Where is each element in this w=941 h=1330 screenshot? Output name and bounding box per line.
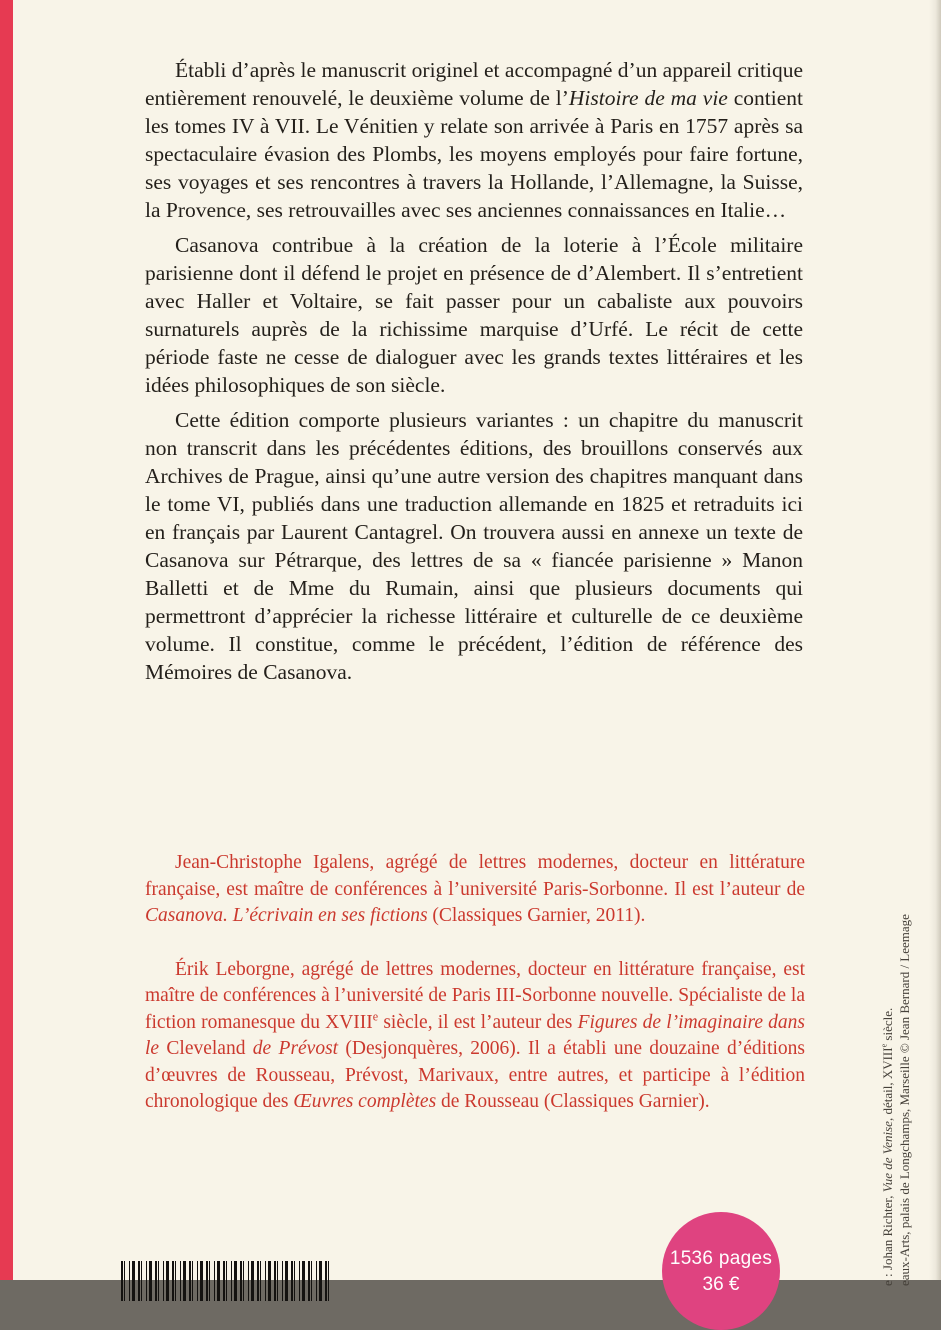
page-count-badge bbox=[662, 1212, 780, 1330]
text-run: Histoire de ma vie bbox=[568, 86, 728, 110]
spine-stripe bbox=[0, 0, 13, 1280]
text-run: Casanova. L’écrivain en ses fictions bbox=[145, 905, 428, 926]
paragraph bbox=[145, 231, 803, 399]
cover-image-credit bbox=[879, 666, 913, 1286]
badge-page-count: 1536 pages bbox=[669, 1248, 773, 1269]
text-run: (Desjonquères, 2006). Il a établi une douzaine d’éditions d’œuvres de Rousseau, Prévost, Marivaux, entre autres, et participe à l’édition chronologique des bbox=[145, 1038, 806, 1112]
text-run: Casanova contribue à la création de la loterie à l’École militaire parisienne dont il défend le projet en présence de d’Alembert. Il s’entretient avec Haller et Voltaire, se fait passer pour un cabaliste aux pouvoirs surnaturels auprès de la richissime marquise d’Urfé. Le récit de cette période faste ne cesse de dialoguer avec les grands textes littéraires et les idées philosophiques de son siècle. bbox=[145, 233, 803, 397]
text-run: (Classiques Garnier, 2011). bbox=[427, 905, 646, 926]
paragraph bbox=[145, 850, 805, 930]
page-edge-shadow bbox=[929, 0, 941, 1280]
paragraph bbox=[145, 957, 805, 1116]
text-run: siècle, il est l’auteur des bbox=[378, 1011, 578, 1033]
back-cover-blurb bbox=[145, 56, 803, 693]
paragraph bbox=[896, 666, 913, 1286]
barcode bbox=[121, 1261, 333, 1301]
text-run: Vue de Venise bbox=[880, 1121, 895, 1193]
paragraph bbox=[145, 406, 803, 686]
text-run: e bbox=[372, 1009, 379, 1023]
text-run: , détail, XVIII bbox=[880, 1047, 895, 1122]
text-run: Figures de l’imaginaire dans le bbox=[145, 1011, 806, 1059]
text-run: Cleveland bbox=[159, 1038, 253, 1059]
text-run: siècle. bbox=[880, 1007, 895, 1044]
text-run: Jean-Christophe Igalens, agrégé de lettres modernes, docteur en littérature française, est maître de conférences à l’université Paris-Sorbonne. Il est l’auteur de bbox=[145, 852, 805, 900]
text-run: Œuvres complètes bbox=[293, 1091, 437, 1112]
author-bios bbox=[145, 850, 805, 1143]
text-run: e : Johan Richter, bbox=[880, 1192, 895, 1286]
text-run: eaux-Arts, palais de Longchamps, Marseille © Jean Bernard / Leemage bbox=[897, 914, 912, 1286]
text-run: contient les tomes IV à VII. Le Vénitien y relate son arrivée à Paris en 1757 après sa spectaculaire évasion des Plombs, les moyens employés pour faire fortune, ses voyages et ses rencontres à travers la Hollande, l’Allemagne, la Suisse, la Provence, ses retrouvailles avec ses anciennes connaissances en Italie… bbox=[145, 86, 803, 222]
badge-price: 36 € bbox=[702, 1274, 740, 1295]
text-run: Cette édition comporte plusieurs variantes : un chapitre du manuscrit non transcrit dans les précédentes éditions, des brouillons conservés aux Archives de Prague, ainsi qu’une autre version des chapitres manquant dans le tome VI, publiés dans une traduction allemande en 1825 et retraduits ici en français par Laurent Cantagrel. On trouvera aussi en annexe un texte de Casanova sur Pétrarque, des lettres de sa « fiancée parisienne » Manon Balletti et de Mme du Rumain, ainsi que plusieurs documents qui permettront d’apprécier la richesse littéraire et culturelle de ce deuxième volume. Il constitue, comme le précédent, l’édition de référence des Mémoires de Casanova. bbox=[145, 408, 803, 684]
text-run: Érik Leborgne, agrégé de lettres modernes, docteur en littérature française, est maître de conférences à l’université de Paris III-Sorbonne nouvelle. Spécialiste de la fiction romanesque du XVIII bbox=[145, 958, 805, 1033]
text-run: Établi d’après le manuscrit originel et accompagné d’un appareil critique entièrement renouvelé, le deuxième volume de l’ bbox=[145, 58, 803, 110]
text-run: de Prévost bbox=[252, 1038, 339, 1059]
text-run: e bbox=[879, 1043, 889, 1048]
text-run: de Rousseau (Classiques Garnier). bbox=[436, 1091, 710, 1112]
paragraph bbox=[879, 666, 896, 1286]
paragraph bbox=[145, 56, 803, 224]
